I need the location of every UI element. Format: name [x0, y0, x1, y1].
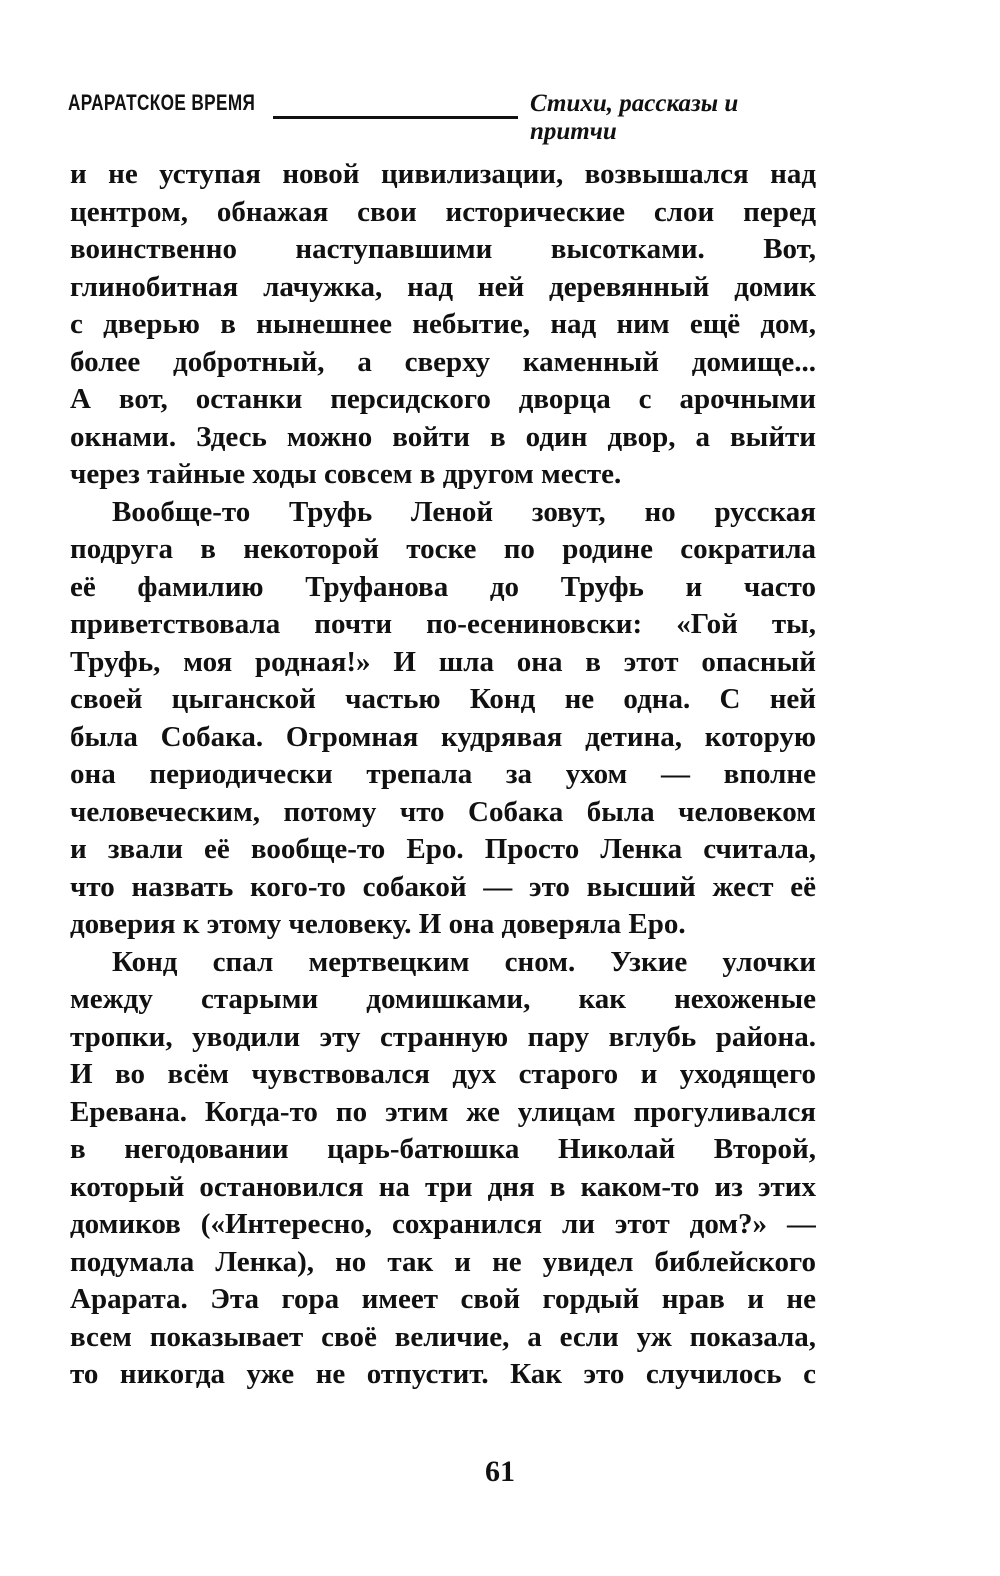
text-line: Вообще-то Труфь Леной зовут, но русская: [112, 495, 816, 528]
text-line: глинобитная лачужка, над ней деревянный домик: [70, 270, 816, 303]
body-text: [70, 156, 816, 1394]
text-line: то никогда уже не отпустит. Как это случилось с: [70, 1358, 816, 1390]
header-rule: [273, 116, 518, 119]
text-line: и звали её вообще-то Еро. Просто Ленка считала,: [70, 833, 816, 865]
page-number: 61: [485, 1455, 515, 1488]
text-line: домиков («Интересно, сохранился ли этот дом?» —: [70, 1208, 816, 1240]
text-line: более добротный, а сверху каменный домище...: [70, 345, 816, 378]
paragraph: [70, 494, 816, 944]
text-line: который остановился на три дня в каком-то из этих: [70, 1170, 816, 1203]
text-line: Еревана. Когда-то по этим же улицам прогуливался: [70, 1095, 816, 1128]
text-line: воинственно наступавшими высотками. Вот,: [70, 233, 816, 265]
text-line: А вот, останки персидского дворца с арочными: [70, 383, 816, 415]
text-line: подумала Ленка), но так и не увидел библейского: [70, 1245, 816, 1278]
text-line: И во всём чувствовался дух старого и уходящего: [70, 1058, 816, 1090]
text-line: тропки, уводили эту странную пару вглубь района.: [70, 1020, 816, 1053]
paragraph: [70, 156, 816, 494]
text-line: Труфь, моя родная!» И шла она в этот опасный: [70, 645, 816, 678]
text-line: центром, обнажая свои исторические слои перед: [70, 195, 816, 228]
section-title: Стихи, рассказы и притчи: [530, 90, 739, 145]
text-line: что назвать кого-то собакой — это высший жест её: [70, 870, 816, 903]
running-title: АРАРАТСКОЕ ВРЕМЯ: [68, 90, 256, 115]
text-line: с дверью в нынешнее небытие, над ним ещё дом,: [70, 308, 816, 340]
text-line: человеческим, потому что Собака была человеком: [70, 795, 816, 828]
text-line: доверия к этому человеку. И она доверяла Еро.: [70, 908, 686, 940]
text-line: её фамилию Труфанова до Труфь и часто: [70, 570, 816, 603]
text-line: между старыми домишками, как нехоженые: [70, 983, 816, 1015]
text-line: и не уступая новой цивилизации, возвышался над: [70, 158, 816, 190]
text-line: Арарата. Эта гора имеет свой гордый нрав и не: [70, 1283, 816, 1315]
paragraph: [70, 944, 816, 1394]
text-line: подруга в некоторой тоске по родине сократила: [70, 533, 816, 565]
text-line: всем показывает своё величие, а если уж показала,: [70, 1320, 816, 1353]
page-header: [68, 88, 828, 145]
text-line: через тайные ходы совсем в другом месте.: [70, 458, 622, 490]
text-line: была Собака. Огромная кудрявая детина, которую: [70, 720, 816, 753]
text-line: в негодовании царь-батюшка Николай Второй,: [70, 1133, 816, 1165]
text-line: приветствовала почти по-есениновски: «Гой ты,: [70, 608, 816, 640]
text-line: окнами. Здесь можно войти в один двор, а выйти: [70, 420, 816, 453]
text-line: Конд спал мертвецким сном. Узкие улочки: [112, 945, 816, 978]
text-line: она периодически трепала за ухом — вполне: [70, 758, 816, 790]
text-line: своей цыганской частью Конд не одна. С ней: [70, 683, 816, 715]
